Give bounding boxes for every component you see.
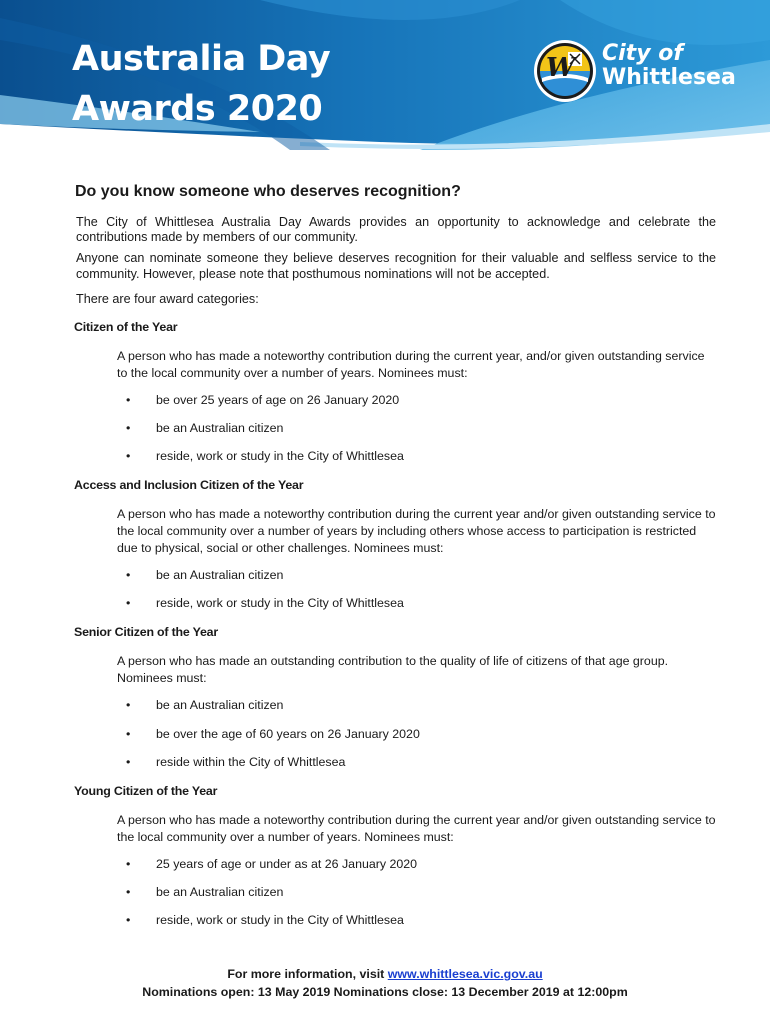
criteria-item: • be an Australian citizen bbox=[126, 568, 284, 582]
intro-paragraph-1: The City of Whittlesea Australia Day Awards provides an opportunity to acknowledge and celebrate the contributions made by members of our community. bbox=[76, 215, 716, 244]
bullet-icon: • bbox=[126, 698, 131, 712]
website-link[interactable]: www.whittlesea.vic.gov.au bbox=[387, 967, 543, 981]
criteria-item: • be an Australian citizen bbox=[126, 421, 284, 435]
intro-paragraph-3: There are four award categories: bbox=[76, 292, 259, 306]
category-title-young: Young Citizen of the Year bbox=[74, 784, 218, 798]
criteria-item: • reside, work or study in the City of Whittlesea bbox=[126, 449, 404, 463]
intro-heading: Do you know someone who deserves recognition? bbox=[75, 183, 461, 200]
criteria-item: • be over the age of 60 years on 26 January 2020 bbox=[126, 727, 420, 741]
header-banner bbox=[0, 0, 770, 150]
bullet-icon: • bbox=[126, 885, 131, 899]
badge-letter: W bbox=[546, 53, 576, 83]
category-description-senior: A person who has made an outstanding contribution to the quality of life of citizens of that age group. Nominees must: bbox=[117, 654, 669, 685]
category-title-senior: Senior Citizen of the Year bbox=[74, 625, 218, 639]
city-of-whittlesea-logo bbox=[532, 38, 736, 108]
category-description-young: A person who has made a noteworthy contribution during the current year and/or given outstanding service to the local community over a number of years. Nominees must: bbox=[117, 813, 716, 844]
logo-name-line2: Whittlesea bbox=[602, 65, 736, 90]
criteria-item: • reside, work or study in the City of Whittlesea bbox=[126, 596, 404, 610]
footer-info-prefix: For more information, visit bbox=[227, 967, 388, 981]
bullet-icon: • bbox=[126, 755, 131, 769]
bullet-icon: • bbox=[126, 727, 131, 741]
criteria-item: • 25 years of age or under as at 26 January 2020 bbox=[126, 857, 418, 871]
criteria-item: • be an Australian citizen bbox=[126, 698, 284, 712]
category-description-access-inclusion: A person who has made a noteworthy contribution during the current year and/or given outstanding service to the local community over a number of years by including others whose access to participation is restricted due to physical, social or other challenges. Nominees must: bbox=[117, 507, 716, 555]
intro-paragraph-2: Anyone can nominate someone they believe deserves recognition for their valuable and selfless service to the community. However, please note that posthumous nominations will not be accepted. bbox=[76, 251, 716, 281]
bullet-icon: • bbox=[126, 393, 131, 407]
bullet-icon: • bbox=[126, 421, 131, 435]
banner-title-line1: Australia Day bbox=[72, 39, 331, 79]
logo-name-line1: City of bbox=[602, 41, 683, 66]
bullet-icon: • bbox=[126, 596, 131, 610]
bullet-icon: • bbox=[126, 913, 131, 927]
bullet-icon: • bbox=[126, 857, 131, 871]
category-description-citizen: A person who has made a noteworthy contribution during the current year, and/or given outstanding service to the local community over a number of years. Nominees must: bbox=[117, 349, 705, 380]
criteria-item: • be an Australian citizen bbox=[126, 885, 284, 899]
footer-info-line bbox=[0, 967, 770, 981]
footer-dates: Nominations open: 13 May 2019 Nominations close: 13 December 2019 at 12:00pm bbox=[142, 985, 628, 999]
banner-title-line2: Awards 2020 bbox=[72, 89, 323, 129]
category-title-access-inclusion: Access and Inclusion Citizen of the Year bbox=[74, 478, 304, 492]
criteria-item: • be over 25 years of age on 26 January 2020 bbox=[126, 393, 400, 407]
criteria-item: • reside within the City of Whittlesea bbox=[126, 755, 346, 769]
bullet-icon: • bbox=[126, 568, 131, 582]
logo-wordmark bbox=[602, 42, 736, 90]
criteria-item: • reside, work or study in the City of Whittlesea bbox=[126, 913, 404, 927]
banner-title bbox=[72, 34, 330, 134]
whittlesea-badge-icon bbox=[532, 38, 598, 104]
category-title-citizen: Citizen of the Year bbox=[74, 320, 178, 334]
bullet-icon: • bbox=[126, 449, 131, 463]
